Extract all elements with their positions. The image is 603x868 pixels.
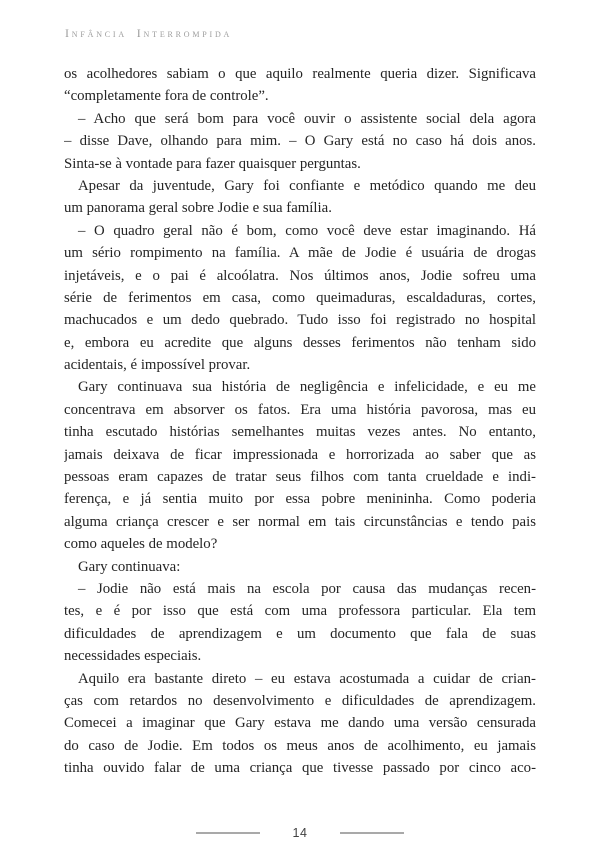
text-line: tinha ouvido falar de uma criança que tivesse passado por cinco aco-	[64, 760, 536, 777]
paragraph	[64, 376, 536, 555]
text-line: – disse Dave, olhando para mim. – O Gary está no caso há dois anos.	[64, 133, 536, 150]
text-line: concentrava em absorver os fatos. Era uma história pavorosa, mas eu	[64, 401, 536, 418]
text-line: dificuldades de aprendizagem e um documento que fala de suas	[64, 625, 536, 642]
running-header: Infância Interrompida	[65, 26, 233, 40]
page-footer	[64, 824, 536, 842]
text-line: série de ferimentos em casa, como queimaduras, escaldaduras, cortes,	[64, 289, 536, 306]
text-line: um sério rompimento na família. A mãe de Jodie é usuária de drogas	[64, 245, 536, 262]
text-line: acidentais, é impossível provar.	[64, 357, 251, 374]
text-line: os acolhedores sabiam o que aquilo realmente queria dizer. Significava	[64, 66, 536, 82]
text-line: Aquilo era bastante direto – eu estava acostumada a cuidar de crian-	[78, 670, 536, 687]
paragraph	[64, 556, 536, 578]
footer-left-rule	[196, 832, 260, 834]
text-line: Gary continuava sua história de negligência e infelicidade, e eu me	[78, 379, 536, 396]
text-line: “completamente fora de controle”.	[64, 88, 269, 105]
text-line: – Acho que será bom para você ouvir o assistente social dela agora	[78, 110, 536, 127]
text-line: jamais deixava de ficar impressionada e horrorizada ao saber que as	[64, 446, 536, 463]
text-line: e, embora eu acredite que alguns desses ferimentos não tenham sido	[64, 334, 536, 351]
text-line: – Jodie não está mais na escola por causa das mudanças recen-	[78, 580, 536, 597]
paragraph	[64, 220, 536, 377]
page-number: 14	[292, 825, 308, 840]
text-line: Comecei a imaginar que Gary estava me dando uma versão censurada	[64, 715, 536, 732]
text-line: Gary continuava:	[78, 558, 181, 575]
text-line: necessidades especiais.	[64, 648, 202, 665]
paragraph	[64, 668, 536, 780]
text-line: Sinta-se à vontade para fazer quaisquer perguntas.	[64, 155, 361, 172]
paragraph	[64, 63, 536, 108]
text-line: alguma criança crescer e ser normal em tais circunstâncias e tendo pais	[64, 513, 536, 530]
text-line: tes, e é por isso que está com uma professora particular. Ela tem	[64, 603, 536, 620]
body-text	[64, 63, 536, 780]
paragraph	[64, 175, 536, 220]
text-line: pessoas eram capazes de tratar seus filhos com tanta crueldade e indi-	[64, 469, 536, 486]
text-line: como aqueles de modelo?	[64, 536, 218, 553]
text-line: injetáveis, e o pai é alcoólatra. Nos últimos anos, Jodie sofreu uma	[64, 267, 536, 284]
text-line: um panorama geral sobre Jodie e sua família.	[64, 200, 332, 217]
text-line: machucados e um dedo quebrado. Tudo isso foi registrado no hospital	[64, 312, 536, 329]
footer-right-rule	[340, 832, 404, 834]
text-line: tinha escutado histórias semelhantes muitas vezes antes. No entanto,	[64, 424, 536, 441]
text-line: do caso de Jodie. Em todos os meus anos de acolhimento, eu jamais	[64, 737, 536, 754]
text-line: Apesar da juventude, Gary foi confiante e metódico quando me deu	[78, 177, 536, 194]
text-line: ças com retardos no desenvolvimento e dificuldades de aprendizagem.	[64, 692, 536, 709]
paragraph	[64, 108, 536, 175]
text-line: – O quadro geral não é bom, como você deve estar imaginando. Há	[78, 222, 536, 239]
text-line: ferença, e já sentia muito por essa pobre menininha. Como poderia	[64, 491, 536, 508]
paragraph	[64, 578, 536, 668]
